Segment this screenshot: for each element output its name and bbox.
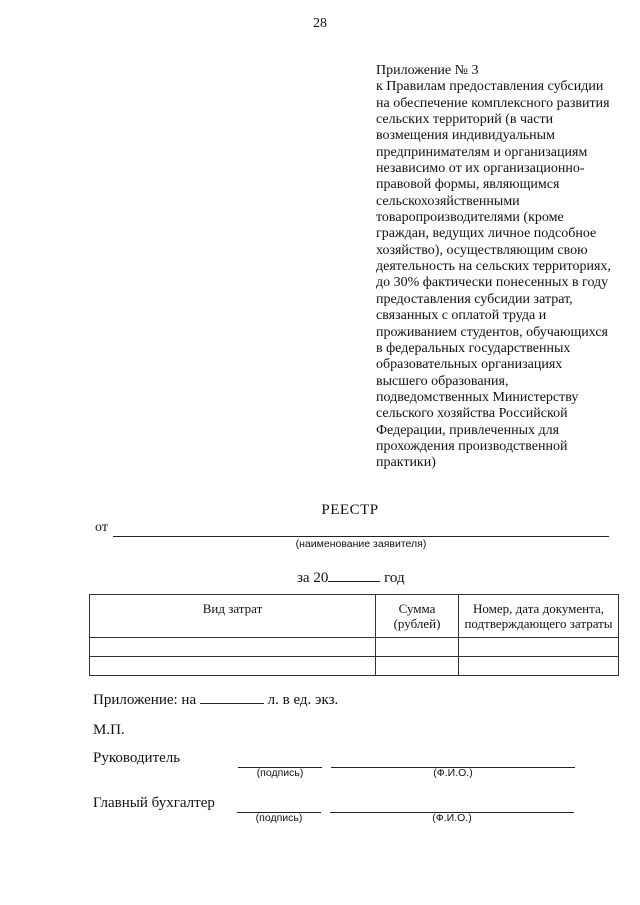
appendix-line: до 30% фактически понесенных в году	[376, 275, 609, 291]
appendix-line: практики)	[376, 455, 436, 471]
accountant-label: Главный бухгалтер	[93, 795, 215, 811]
appendix-line: Федерации, привлеченных для	[376, 422, 560, 438]
head-signature-caption: (подпись)	[256, 767, 304, 779]
appendix-line: к Правилам предоставления субсидии	[376, 79, 604, 95]
table-cell[interactable]	[376, 657, 459, 676]
seal-label: М.П.	[93, 722, 125, 738]
appendix-line: правовой формы, являющимся	[376, 177, 560, 193]
appendix-line: товаропроизводителями (кроме	[376, 210, 564, 226]
appendix-line: высшего образования,	[376, 373, 509, 389]
appendix-line: сельскохозяйственными	[376, 193, 520, 209]
applicant-name-line[interactable]	[113, 536, 609, 537]
table-cell[interactable]	[90, 638, 376, 657]
appendix-line: независимо от их организационно-	[376, 161, 585, 177]
table-cell[interactable]	[376, 638, 459, 657]
register-title: РЕЕСТР	[321, 502, 379, 518]
attachment-row	[93, 689, 338, 709]
appendix-line: проживанием студентов, обучающихся	[376, 324, 608, 340]
head-name-caption: (Ф.И.О.)	[433, 767, 473, 779]
page-number: 28	[313, 16, 327, 31]
appendix-line: Приложение № 3	[376, 63, 479, 78]
header-cost-type: Вид затрат	[90, 595, 376, 638]
appendix-line: сельского хозяйства Российской	[376, 406, 568, 422]
appendix-line: сельских территорий (в части	[376, 112, 554, 128]
accountant-name-caption: (Ф.И.О.)	[432, 812, 472, 824]
year-blank[interactable]	[328, 567, 380, 582]
table-header-row	[90, 595, 619, 638]
header-sum: Сумма (рублей)	[376, 595, 459, 638]
appendix-line: прохождения производственной	[376, 438, 568, 454]
appendix-line: на обеспечение комплексного развития	[376, 95, 610, 111]
appendix-line: деятельность на сельских территориях,	[376, 259, 611, 275]
accountant-signature-caption: (подпись)	[255, 812, 303, 824]
table-cell[interactable]	[459, 638, 619, 657]
table-row	[90, 638, 619, 657]
appendix-line: граждан, ведущих личное подсобное	[376, 226, 597, 242]
applicant-caption: (наименование заявителя)	[295, 538, 427, 550]
appendix-line: предоставления субсидии затрат,	[376, 291, 573, 307]
header-document: Номер, дата документа, подтверждающего затраты	[459, 595, 619, 638]
table-row	[90, 657, 619, 676]
year-prefix: за 20	[297, 570, 329, 586]
attachment-prefix: Приложение: на	[93, 692, 197, 708]
appendix-line: в федеральных государственных	[376, 340, 571, 356]
appendix-line: возмещения индивидуальным	[376, 128, 555, 144]
head-label: Руководитель	[93, 750, 181, 766]
attachment-suffix: л. в ед. экз.	[267, 692, 339, 708]
year-suffix: год	[384, 570, 405, 586]
table-cell[interactable]	[459, 657, 619, 676]
costs-table	[89, 594, 619, 676]
year-row	[297, 567, 405, 587]
appendix-line: образовательных организациях	[376, 357, 563, 373]
from-label: от	[95, 520, 108, 535]
table-cell[interactable]	[90, 657, 376, 676]
sheet-count-blank[interactable]	[200, 689, 264, 704]
appendix-line: связанных с оплатой труда и	[376, 308, 547, 324]
appendix-line: хозяйство), осуществляющим свою	[376, 242, 588, 258]
appendix-reference	[376, 63, 626, 472]
appendix-line: подведомственных Министерству	[376, 389, 579, 405]
appendix-line: предпринимателям и организациям	[376, 144, 588, 160]
